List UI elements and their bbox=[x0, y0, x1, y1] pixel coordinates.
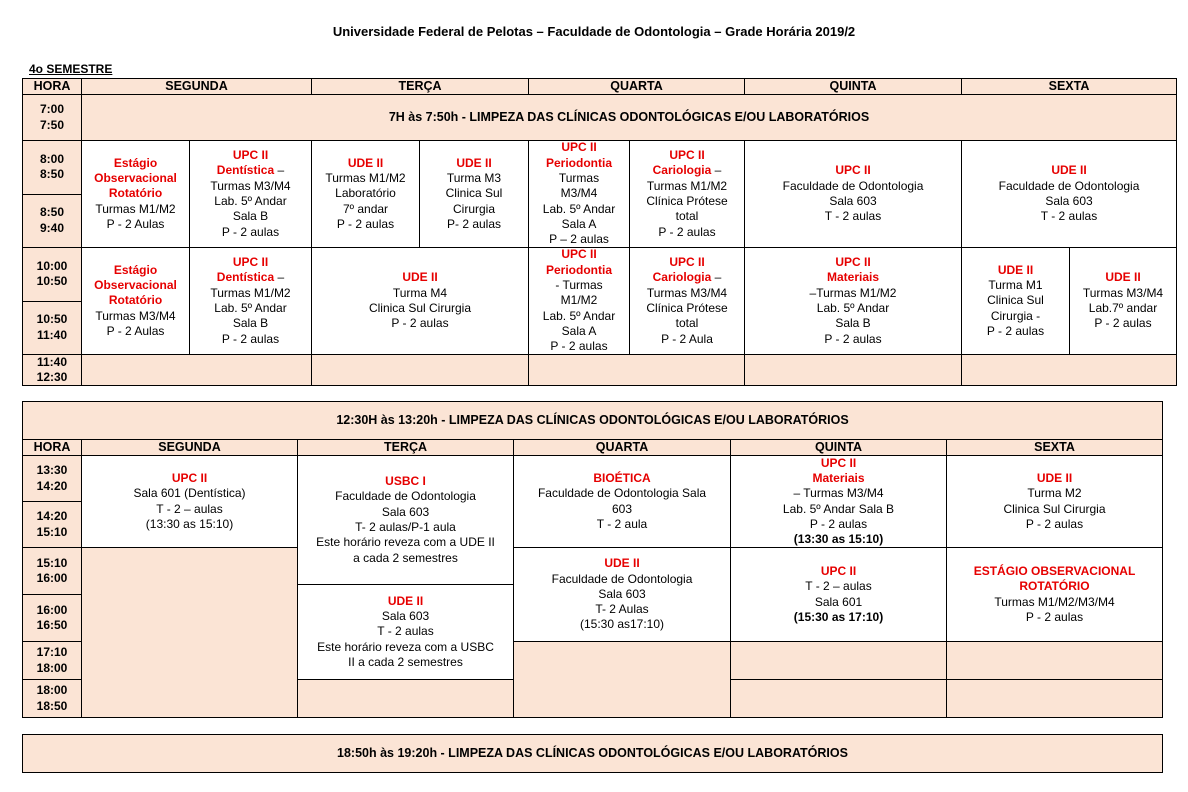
header-quarta: QUARTA bbox=[528, 78, 745, 95]
header-sexta: SEXTA bbox=[961, 78, 1177, 95]
cell-line: UDE II bbox=[604, 556, 640, 571]
class-cell bbox=[744, 247, 962, 355]
cell-line: Faculdade de Odontologia bbox=[551, 571, 693, 586]
cell-line: Sala A bbox=[561, 323, 597, 338]
cell-line: Faculdade de Odontologia bbox=[782, 178, 924, 193]
cell-line: 603 bbox=[611, 501, 633, 516]
cell-line: T - 2 – aulas bbox=[805, 579, 872, 594]
cell-line: T - 2 aulas bbox=[377, 624, 434, 639]
empty-cell bbox=[297, 679, 514, 718]
cell-line: Periodontia bbox=[545, 262, 612, 277]
cell-line: Turma M2 bbox=[1027, 486, 1082, 501]
cell-line: UDE II bbox=[456, 155, 492, 170]
cell-line: Clinica Sul bbox=[987, 293, 1044, 308]
cell-line: –Turmas M1/M2 bbox=[809, 285, 897, 300]
empty-cell bbox=[528, 354, 745, 386]
cell-line: UPC II bbox=[171, 470, 208, 485]
cell-line: P - 2 Aulas bbox=[106, 216, 165, 231]
cleaning-banner-morning: 7H às 7:50h - LIMPEZA DAS CLÍNICAS ODONTOLÓGICAS E/OU LABORATÓRIOS bbox=[81, 94, 1177, 141]
class-cell bbox=[311, 247, 529, 355]
cell-line: - Turmas bbox=[555, 278, 603, 293]
cell-line: Cirurgia - bbox=[990, 308, 1041, 323]
class-cell bbox=[189, 140, 312, 248]
cell-line: USBC I bbox=[385, 474, 426, 489]
empty-cell bbox=[961, 354, 1177, 386]
time-slot: 7:00 7:50 bbox=[22, 94, 82, 141]
cell-line: Sala B bbox=[232, 316, 269, 331]
cell-line: Faculdade de Odontologia bbox=[335, 489, 476, 504]
class-cell bbox=[81, 140, 190, 248]
cell-line: UDE II bbox=[1105, 270, 1141, 285]
cell-line: Clinica Sul bbox=[445, 186, 503, 201]
cell-line: UPC II bbox=[561, 247, 597, 262]
cell-line: Rotatório bbox=[108, 293, 163, 308]
header-quinta: QUINTA bbox=[730, 439, 947, 456]
semester-label: 4o SEMESTRE bbox=[29, 62, 113, 76]
class-cell bbox=[81, 247, 190, 355]
cell-line: UPC II bbox=[232, 148, 269, 163]
empty-cell bbox=[730, 641, 947, 680]
cell-line: T- 2 Aulas bbox=[595, 602, 649, 617]
cell-line: Lab. 5º Andar bbox=[214, 194, 287, 208]
empty-cell bbox=[744, 354, 962, 386]
cell-line: Turma M4 bbox=[392, 285, 448, 300]
cell-line: P - 2 aulas bbox=[1025, 609, 1084, 624]
class-cell bbox=[513, 547, 731, 642]
cell-line: Dentística – bbox=[216, 270, 285, 285]
cell-line: Sala B bbox=[232, 209, 269, 224]
cell-line: Turmas M3/M4 bbox=[95, 308, 176, 323]
cell-line: Lab.7º andar bbox=[1088, 301, 1158, 315]
class-cell bbox=[730, 547, 947, 642]
class-cell bbox=[629, 140, 745, 248]
cell-line: UPC II bbox=[669, 148, 705, 163]
cell-line: (13:30 as 15:10) bbox=[793, 532, 884, 547]
cell-line: UDE II bbox=[997, 262, 1034, 277]
cell-line: UPC II bbox=[669, 255, 705, 270]
cell-line: Turmas M1/M2 bbox=[95, 201, 176, 216]
header-quarta: QUARTA bbox=[513, 439, 731, 456]
cell-line: UPC II bbox=[835, 163, 871, 178]
cell-line: P - 2 aulas bbox=[809, 516, 868, 531]
cell-line: P - 2 aulas bbox=[336, 216, 395, 231]
cell-line: Materiais bbox=[826, 270, 880, 285]
class-cell bbox=[946, 547, 1163, 642]
header-segunda: SEGUNDA bbox=[81, 78, 312, 95]
header-hora: HORA bbox=[22, 439, 82, 456]
cell-line: P - 2 aulas bbox=[986, 323, 1045, 338]
cell-line: ESTÁGIO OBSERVACIONAL bbox=[973, 563, 1136, 578]
cell-line: P - 2 aulas bbox=[221, 224, 280, 239]
cell-line: UPC II bbox=[835, 255, 871, 270]
cell-line: Estágio bbox=[113, 155, 158, 170]
empty-cell bbox=[730, 679, 947, 718]
class-cell bbox=[513, 455, 731, 548]
cleaning-banner-evening: 18:50h às 19:20h - LIMPEZA DAS CLÍNICAS ODONTOLÓGICAS E/OU LABORATÓRIOS bbox=[22, 734, 1163, 773]
header-quinta: QUINTA bbox=[744, 78, 962, 95]
cell-line: 7º andar bbox=[342, 201, 389, 216]
cleaning-banner-noon: 12:30H às 13:20h - LIMPEZA DAS CLÍNICAS ODONTOLÓGICAS E/OU LABORATÓRIOS bbox=[22, 401, 1163, 440]
class-cell bbox=[297, 584, 514, 680]
cell-line: Clínica Prótese bbox=[646, 194, 728, 208]
class-cell bbox=[419, 140, 529, 248]
cell-line: P - 2 aulas bbox=[391, 316, 449, 331]
cell-line: Turmas M3/M4 bbox=[210, 178, 291, 193]
cell-line: Observacional bbox=[94, 171, 177, 186]
cell-line: Turmas M1/M2 bbox=[325, 171, 406, 186]
cell-line: total bbox=[675, 209, 699, 224]
cell-line: T - 2 aulas bbox=[824, 209, 882, 224]
cell-line: Clínica Prótese bbox=[646, 301, 728, 315]
cell-line: Observacional bbox=[94, 278, 177, 293]
cell-line: total bbox=[675, 316, 699, 331]
cell-line: UPC II bbox=[820, 455, 857, 470]
cell-line: Lab. 5º Andar Sala B bbox=[782, 501, 895, 516]
class-cell bbox=[744, 140, 962, 248]
cell-line: (15:30 as 17:10) bbox=[793, 609, 884, 624]
cell-line: (13:30 as 15:10) bbox=[145, 516, 234, 531]
cell-line: Sala 603 bbox=[1045, 194, 1093, 208]
class-cell bbox=[1069, 247, 1177, 355]
cell-line: Sala 603 bbox=[598, 586, 646, 601]
time-slot: 11:40 12:30 bbox=[22, 354, 82, 386]
header-terca: TERÇA bbox=[311, 78, 529, 95]
cell-line: Faculdade de Odontologia bbox=[998, 178, 1140, 193]
cell-line: P- 2 aulas bbox=[446, 216, 502, 231]
cell-line: UDE II bbox=[347, 155, 384, 170]
empty-cell bbox=[946, 679, 1163, 718]
time-slot: 17:10 18:00 bbox=[22, 641, 82, 680]
cell-line: Faculdade de Odontologia Sala bbox=[537, 486, 707, 501]
cell-line: Sala 601 (Dentística) bbox=[133, 486, 246, 501]
cell-line: UPC II bbox=[232, 255, 269, 270]
cell-line: Turmas M1/M2/M3/M4 bbox=[994, 594, 1115, 609]
class-cell bbox=[730, 455, 947, 548]
header-sexta: SEXTA bbox=[946, 439, 1163, 456]
cell-line: T - 2 aulas bbox=[1040, 209, 1098, 224]
class-cell bbox=[189, 247, 312, 355]
cell-line: Clinica Sul Cirurgia bbox=[368, 301, 472, 315]
cell-line: – Turmas M3/M4 bbox=[793, 486, 884, 501]
cell-line: Turmas M3/M4 bbox=[1082, 285, 1164, 300]
time-slot: 8:00 8:50 8:50 9:40 bbox=[22, 140, 82, 248]
cell-line: P - 2 Aulas bbox=[106, 323, 165, 338]
time-slot: 10:00 10:50 10:50 11:40 bbox=[22, 247, 82, 355]
class-cell bbox=[81, 455, 298, 548]
cell-line: P - 2 aulas bbox=[550, 339, 608, 354]
cell-line: P – 2 aulas bbox=[549, 232, 609, 247]
empty-cell bbox=[946, 641, 1163, 680]
class-cell bbox=[528, 140, 630, 248]
class-cell bbox=[297, 455, 514, 585]
cell-line: II a cada 2 semestres bbox=[348, 654, 463, 669]
cell-line: Sala 603 bbox=[829, 194, 877, 208]
cell-line: Cariologia – bbox=[652, 270, 722, 285]
cell-line: Turmas bbox=[558, 171, 600, 186]
cell-line: M1/M2 bbox=[560, 293, 598, 308]
cell-line: UDE II bbox=[387, 593, 424, 608]
cell-line: Dentística – bbox=[216, 163, 285, 178]
cell-line: P - 2 aulas bbox=[1025, 516, 1084, 531]
class-cell bbox=[961, 247, 1070, 355]
time-slot: 15:10 16:00 16:00 16:50 bbox=[22, 547, 82, 642]
cell-line: Turma M1 bbox=[988, 278, 1043, 293]
cell-line: Lab. 5º Andar bbox=[542, 308, 616, 323]
header-hora: HORA bbox=[22, 78, 82, 95]
empty-cell bbox=[311, 354, 529, 386]
cell-line: Materiais bbox=[812, 470, 865, 485]
header-terca: TERÇA bbox=[297, 439, 514, 456]
time-slot: 13:30 14:20 14:20 15:10 bbox=[22, 455, 82, 548]
cell-line: Este horário reveza com a UDE II bbox=[316, 535, 495, 550]
cell-line: Turmas M1/M2 bbox=[646, 178, 728, 193]
class-cell bbox=[528, 247, 630, 355]
cell-line: P - 2 aulas bbox=[1094, 316, 1152, 331]
cell-line: UDE II bbox=[1036, 470, 1073, 485]
cell-line: Turma M3 bbox=[446, 171, 502, 186]
cell-line: Estágio bbox=[113, 262, 158, 277]
class-cell bbox=[961, 140, 1177, 248]
cell-line: P - 2 aulas bbox=[658, 224, 716, 239]
cell-line: UPC II bbox=[820, 563, 857, 578]
cell-line: Lab. 5º Andar bbox=[542, 201, 616, 216]
cell-line: Rotatório bbox=[108, 186, 163, 201]
cell-line: Cirurgia bbox=[452, 201, 495, 216]
cell-line: Turmas M1/M2 bbox=[210, 285, 291, 300]
cell-line: Sala 603 bbox=[381, 504, 430, 519]
cell-line: UDE II bbox=[402, 270, 438, 285]
cell-line: P - 2 aulas bbox=[221, 331, 280, 346]
cell-line: M3/M4 bbox=[560, 186, 598, 201]
cell-line: Este horário reveza com a USBC bbox=[317, 639, 494, 654]
cell-line: (15:30 as17:10) bbox=[579, 617, 665, 632]
cell-line: Turmas M3/M4 bbox=[646, 285, 728, 300]
cell-line: Sala 603 bbox=[381, 609, 430, 624]
cell-line: Periodontia bbox=[545, 155, 612, 170]
cell-line: T - 2 aula bbox=[596, 516, 648, 531]
empty-cell bbox=[81, 547, 298, 718]
header-segunda: SEGUNDA bbox=[81, 439, 298, 456]
class-cell bbox=[946, 455, 1163, 548]
cell-line: UDE II bbox=[1051, 163, 1087, 178]
cell-line: UPC II bbox=[561, 140, 597, 155]
empty-cell bbox=[513, 641, 731, 718]
cell-line: P - 2 aulas bbox=[824, 331, 882, 346]
class-cell bbox=[629, 247, 745, 355]
cell-line: Sala A bbox=[561, 216, 597, 231]
cell-line: Laboratório bbox=[335, 186, 396, 201]
cell-line: Lab. 5º Andar bbox=[214, 301, 287, 315]
time-slot: 18:00 18:50 bbox=[22, 679, 82, 718]
cell-line: BIOÉTICA bbox=[593, 470, 651, 485]
cell-line: ROTATÓRIO bbox=[1019, 579, 1090, 594]
class-cell bbox=[311, 140, 420, 248]
cell-line: P - 2 Aula bbox=[661, 331, 713, 346]
cell-line: Clinica Sul Cirurgia bbox=[1003, 501, 1106, 516]
empty-cell bbox=[81, 354, 312, 386]
cell-line: a cada 2 semestres bbox=[353, 550, 458, 565]
cell-line: Sala 601 bbox=[814, 594, 863, 609]
cell-line: T- 2 aulas/P-1 aula bbox=[355, 520, 456, 534]
cell-line: Lab. 5º Andar bbox=[816, 301, 890, 315]
document-title: Universidade Federal de Pelotas – Faculdade de Odontologia – Grade Horária 2019/2 bbox=[332, 24, 856, 39]
cell-line: Sala B bbox=[835, 316, 871, 331]
cell-line: T - 2 – aulas bbox=[156, 501, 223, 516]
cell-line: Cariologia – bbox=[652, 163, 722, 178]
